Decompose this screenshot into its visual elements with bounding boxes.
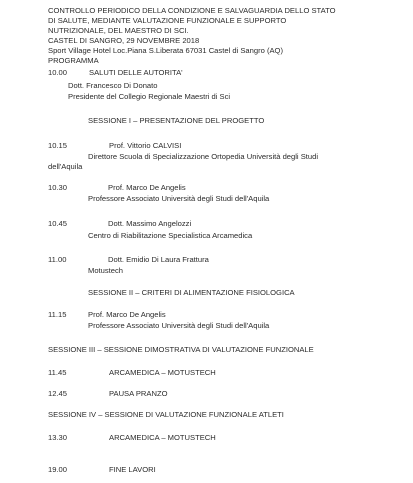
session-4-title: SESSIONE IV – SESSIONE DI VALUTAZIONE FUNZIONALE ATLETI bbox=[48, 410, 284, 419]
time-1030: 10.30 bbox=[48, 183, 68, 192]
welcome-title: SALUTI DELLE AUTORITA' bbox=[89, 68, 183, 77]
activity-1245: PAUSA PRANZO bbox=[109, 389, 168, 398]
event-venue: Sport Village Hotel Loc.Piana S.Liberata 67031 Castel di Sangro (AQ) bbox=[48, 46, 283, 55]
welcome-role: Presidente del Collegio Regionale Maestri di Sci bbox=[68, 92, 231, 101]
role-1045: Centro di Riabilitazione Specialistica Arcamedica bbox=[88, 231, 253, 240]
activity-1145: ARCAMEDICA – MOTUSTECH bbox=[109, 368, 216, 377]
event-title-line-1: CONTROLLO PERIODICO DELLA CONDIZIONE E SALVAGUARDIA DELLO STATO bbox=[48, 6, 336, 15]
time-1330: 13.30 bbox=[48, 433, 68, 442]
speaker-1045: Dott. Massimo Angelozzi bbox=[108, 219, 192, 228]
role-1115: Professore Associato Università degli Studi dell'Aquila bbox=[88, 321, 270, 330]
time-1145: 11.45 bbox=[48, 368, 67, 377]
event-title-line-3: NUTRIZIONALE, DEL MAESTRO DI SCI. bbox=[48, 26, 189, 35]
event-title-line-2: DI SALUTE, MEDIANTE VALUTAZIONE FUNZIONALE E SUPPORTO bbox=[48, 16, 287, 25]
time-1015: 10.15 bbox=[48, 141, 68, 150]
role-1100: Motustech bbox=[88, 266, 124, 275]
event-date: CASTEL DI SANGRO, 29 NOVEMBRE 2018 bbox=[48, 36, 200, 45]
time-1900: 19.00 bbox=[48, 465, 68, 474]
time-1100: 11.00 bbox=[48, 255, 67, 264]
session-3-title: SESSIONE III – SESSIONE DIMOSTRATIVA DI VALUTAZIONE FUNZIONALE bbox=[48, 345, 314, 354]
time-1000: 10.00 bbox=[48, 68, 68, 77]
activity-1900: FINE LAVORI bbox=[109, 465, 156, 474]
welcome-speaker: Dott. Francesco Di Donato bbox=[68, 81, 158, 90]
session-2-title: SESSIONE II – CRITERI DI ALIMENTAZIONE FISIOLOGICA bbox=[88, 288, 295, 297]
session-1-title: SESSIONE I – PRESENTAZIONE DEL PROGETTO bbox=[88, 116, 265, 125]
activity-1330: ARCAMEDICA – MOTUSTECH bbox=[109, 433, 216, 442]
role-1015-b: dell'Aquila bbox=[48, 162, 83, 171]
program-heading: PROGRAMMA bbox=[48, 56, 99, 65]
speaker-1100: Dott. Emidio Di Laura Frattura bbox=[108, 255, 209, 264]
speaker-1015: Prof. Vittorio CALVISI bbox=[109, 141, 182, 150]
speaker-1030: Prof. Marco De Angelis bbox=[108, 183, 186, 192]
time-1245: 12.45 bbox=[48, 389, 68, 398]
role-1030: Professore Associato Università degli Studi dell'Aquila bbox=[88, 194, 270, 203]
speaker-1115: Prof. Marco De Angelis bbox=[88, 310, 166, 319]
time-1115: 11.15 bbox=[48, 310, 67, 319]
role-1015-a: Direttore Scuola di Specializzazione Ortopedia Università degli Studi bbox=[88, 152, 319, 161]
time-1045: 10.45 bbox=[48, 219, 68, 228]
